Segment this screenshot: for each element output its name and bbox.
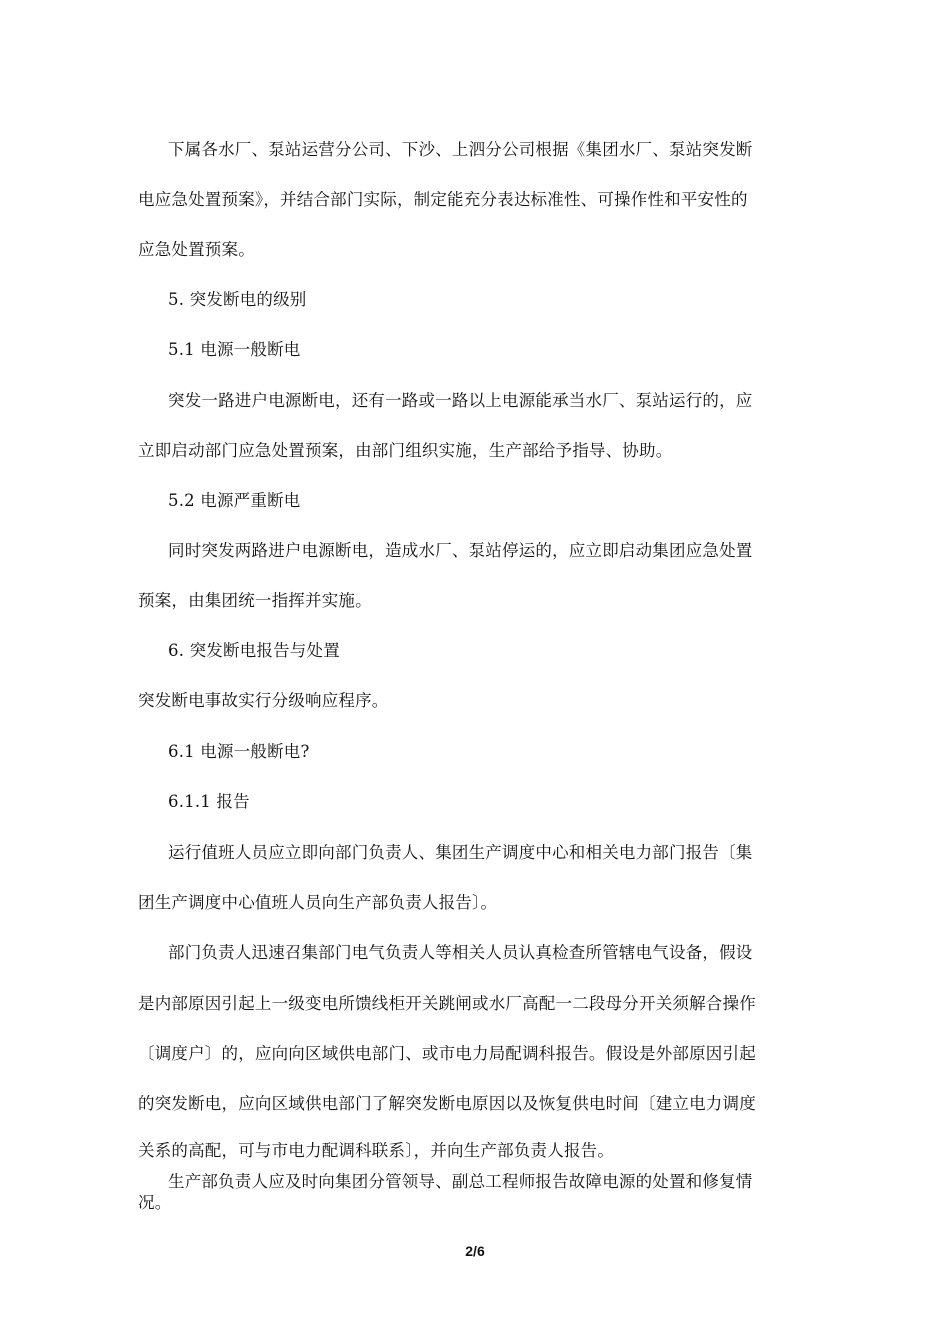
paragraph-line: 应急处置预案。	[138, 240, 255, 259]
subsection-heading-5-1: 5.1 电源一般断电	[168, 340, 301, 359]
paragraph-line: 况。	[138, 1193, 172, 1212]
paragraph-line: 是内部原因引起上一级变电所馈线柜开关跳闸或水厂高配一二段母分开关须解合操作	[138, 994, 756, 1013]
paragraph-line: 突发断电事故实行分级响应程序。	[138, 691, 389, 710]
subsection-heading-6-1: 6.1 电源一般断电?	[168, 742, 310, 761]
paragraph-line: 团生产调度中心值班人员向生产部负责人报告〕。	[138, 893, 498, 912]
paragraph-line: 生产部负责人应及时向集团分管领导、副总工程师报告故障电源的处置和修复情	[168, 1172, 753, 1191]
subsection-heading-6-1-1: 6.1.1 报告	[168, 792, 250, 811]
paragraph-line: 立即启动部门应急处置预案，由部门组织实施，生产部给予指导、协助。	[138, 441, 673, 460]
paragraph-line: 预案，由集团统一指挥并实施。	[138, 591, 372, 610]
paragraph-line: 〔调度户〕的，应向向区域供电部门、或市电力局配调科报告。假设是外部原因引起	[138, 1044, 756, 1063]
paragraph-line: 的突发断电，应向区域供电部门了解突发断电原因以及恢复供电时间〔建立电力调度	[138, 1094, 756, 1113]
paragraph-line: 关系的高配，可与市电力配调科联系〕，并向生产部负责人报告。	[138, 1141, 615, 1160]
page-number: 2/6	[465, 1243, 485, 1259]
paragraph-line: 突发一路进户电源断电，还有一路或一路以上电源能承当水厂、泵站运行的，应	[168, 391, 753, 410]
paragraph-line: 部门负责人迅速召集部门电气负责人等相关人员认真检查所管辖电气设备，假设	[168, 943, 753, 962]
section-heading-6: 6. 突发断电报告与处置	[168, 641, 340, 660]
paragraph-line: 电应急处置预案》，并结合部门实际，制定能充分表达标准性、可操作性和平安性的	[138, 190, 748, 209]
paragraph-line: 运行值班人员应立即向部门负责人、集团生产调度中心和相关电力部门报告〔集	[168, 843, 753, 862]
paragraph-line: 同时突发两路进户电源断电，造成水厂、泵站停运的，应立即启动集团应急处置	[168, 541, 753, 560]
subsection-heading-5-2: 5.2 电源严重断电	[168, 491, 301, 510]
paragraph-line: 下属各水厂、泵站运营分公司、下沙、上泗分公司根据《集团水厂、泵站突发断	[168, 140, 753, 159]
section-heading-5: 5. 突发断电的级别	[168, 290, 307, 309]
